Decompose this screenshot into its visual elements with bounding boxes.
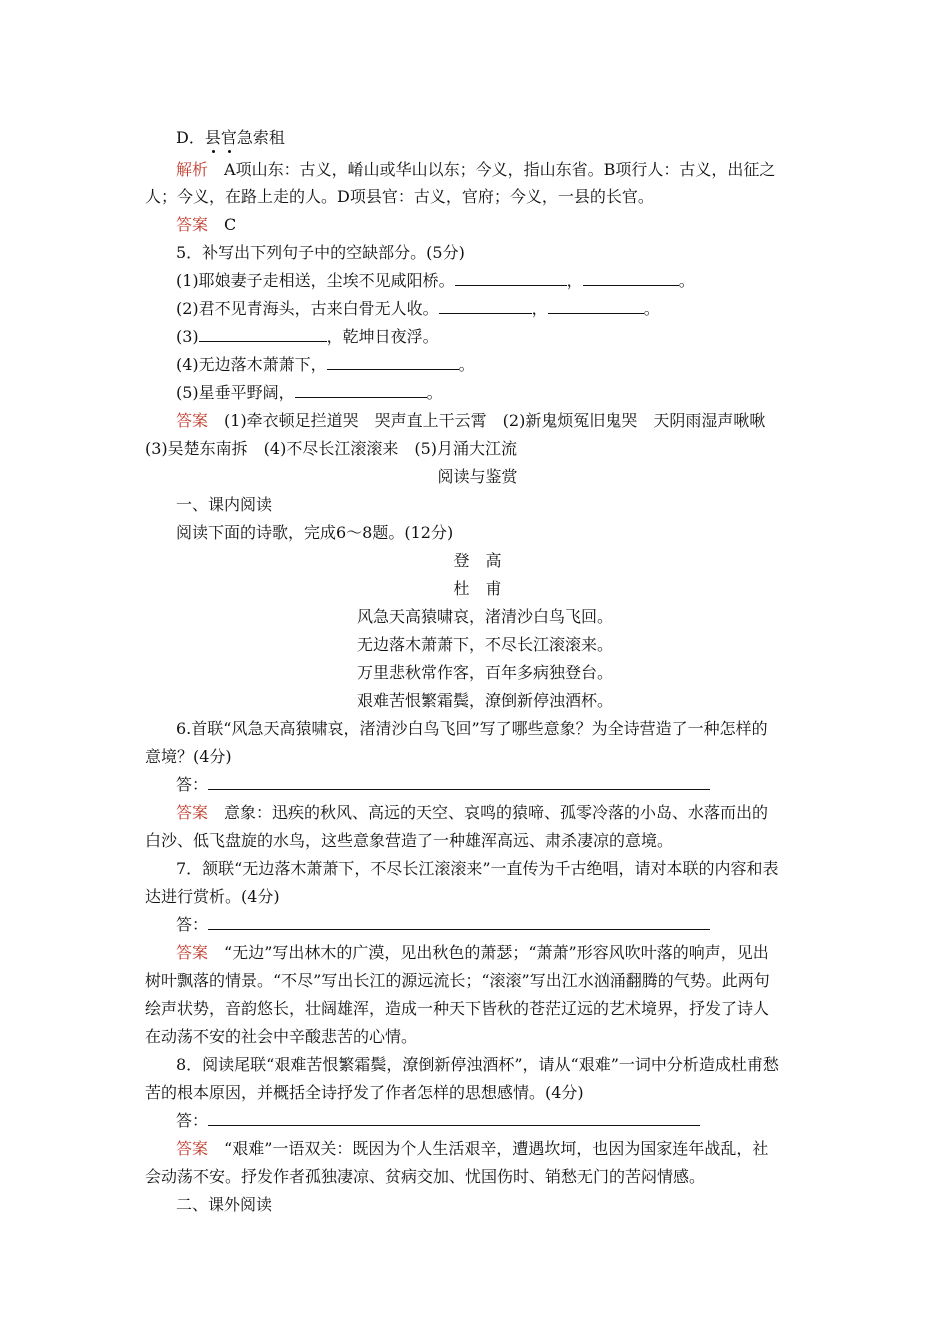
fill-blank <box>583 271 679 286</box>
question-7-line-1: 7．颔联“无边落木萧萧下，不尽长江滚滚来”一直传为千古绝唱，请对本联的内容和表 <box>176 859 779 878</box>
question-7-line-2: 达进行赏析。(4分) <box>145 887 280 906</box>
question-8-line-2: 苦的根本原因，并概括全诗抒发了作者怎样的思想感情。(4分) <box>145 1083 584 1102</box>
section-title: 阅读与鉴赏 <box>437 467 518 486</box>
poem-line: 无边落木萧萧下，不尽长江滚滚来。 <box>357 635 614 654</box>
answer-8-line-1: 答案 “艰难”一语双关：既因为个人生活艰辛，遭遇坎坷，也因为国家连年战乱，社 <box>176 1139 769 1158</box>
answer-7-line-4: 在动荡不安的社会中辛酸悲苦的心情。 <box>145 1027 418 1046</box>
emphasis-char: 官 <box>220 128 237 147</box>
answer-8-line-2: 会动荡不安。抒发作者孤独凄凉、贫病交加、忧国伤时、销愁无门的苦闷情感。 <box>145 1167 706 1186</box>
question-8-line-1: 8．阅读尾联“艰难苦恨繁霜鬓，潦倒新停浊酒杯”，请从“艰难”一词中分析造成杜甫愁 <box>176 1055 779 1074</box>
fill-blank <box>548 299 644 314</box>
answer-field-6: 答： <box>176 775 841 797</box>
answer-7-line-2: 树叶飘落的情景。“不尽”写出长江的源远流长；“滚滚”写出江水汹涌翻腾的气势。此两句 <box>145 971 770 990</box>
question-5-item-2: (2)君不见青海头，古来白骨无人收。 ， 。 <box>176 299 660 318</box>
question-5-item-3: (3) ，乾坤日夜浮。 <box>176 327 439 346</box>
part-1-heading: 一、课内阅读 <box>176 495 273 514</box>
answer-label: 答案 <box>176 1139 209 1158</box>
option-d-prefix: D． <box>176 128 205 147</box>
emphasis-char: 县 <box>204 128 221 147</box>
fill-blank <box>199 327 327 342</box>
question-5-item-1: (1)耶娘妻子走相送，尘埃不见咸阳桥。 ， 。 <box>176 271 695 290</box>
analysis-line-1: 解析 A项山东：古义，崤山或华山以东；今义，指山东省。B项行人：古义，出征之 <box>176 160 776 179</box>
poem-title: 登 高 <box>453 551 502 570</box>
fill-blank <box>295 383 427 398</box>
answer-blank <box>208 775 710 790</box>
answer-label: 答案 <box>176 215 209 234</box>
answer-label: 答案 <box>176 411 209 430</box>
fill-blank <box>327 355 459 370</box>
answer-blank <box>208 915 710 930</box>
poem-line: 万里悲秋常作客，百年多病独登台。 <box>357 663 614 682</box>
answer-7-line-3: 绘声状势，音韵悠长，壮阔雄浑，造成一种天下皆秋的苍茫辽远的艺术境界，抒发了诗人 <box>145 999 770 1018</box>
question-5-title: 5．补写出下列句子中的空缺部分。(5分) <box>176 243 465 262</box>
answer-6-line-2: 白沙、低飞盘旋的水鸟，这些意象营造了一种雄浑高远、肃杀凄凉的意境。 <box>145 831 674 850</box>
fill-blank <box>439 299 532 314</box>
fill-blank <box>455 271 567 286</box>
answer-4: 答案 C <box>176 215 237 234</box>
answer-field-7: 答： <box>176 915 841 937</box>
question-6-line-1: 6.首联“风急天高猿啸哀，渚清沙白鸟飞回”写了哪些意象？为全诗营造了一种怎样的 <box>176 719 768 738</box>
answer-5-line-2: (3)吴楚东南拆 (4)不尽长江滚滚来 (5)月涌大江流 <box>145 439 517 458</box>
poem-line: 艰难苦恨繁霜鬓，潦倒新停浊酒杯。 <box>357 691 614 710</box>
answer-label: 答案 <box>176 943 209 962</box>
answer-5-line-1: 答案 (1)牵衣顿足拦道哭 哭声直上干云霄 (2)新鬼烦冤旧鬼哭 天阴雨湿声啾啾 <box>176 411 766 430</box>
answer-7-line-1: 答案 “无边”写出林木的广漠，见出秋色的萧瑟；“萧萧”形容风吹叶落的响声，见出 <box>176 943 769 962</box>
poem-line: 风急天高猿啸哀，渚清沙白鸟飞回。 <box>357 607 614 626</box>
option-d-suffix: 急索租 <box>236 128 285 147</box>
part-2-heading: 二、课外阅读 <box>176 1195 273 1214</box>
option-d <box>176 128 841 150</box>
answer-blank <box>208 1111 700 1126</box>
analysis-label: 解析 <box>176 160 209 179</box>
answer-label: 答案 <box>176 803 209 822</box>
poem-author: 杜 甫 <box>453 579 502 598</box>
analysis-line-2: 人；今义，在路上走的人。D项县官：古义，官府；今义，一县的长官。 <box>145 187 654 206</box>
question-5-item-4: (4)无边落木萧萧下， 。 <box>176 355 475 374</box>
answer-6-line-1: 答案 意象：迅疾的秋风、高远的天空、哀鸣的猿啼、孤零冷落的小岛、水落而出的 <box>176 803 769 822</box>
question-6-line-2: 意境？(4分) <box>145 747 232 766</box>
answer-field-8: 答： <box>176 1111 841 1133</box>
question-5-item-5: (5)星垂平野阔， 。 <box>176 383 443 402</box>
reading-instruction: 阅读下面的诗歌，完成6～8题。(12分) <box>176 523 454 542</box>
